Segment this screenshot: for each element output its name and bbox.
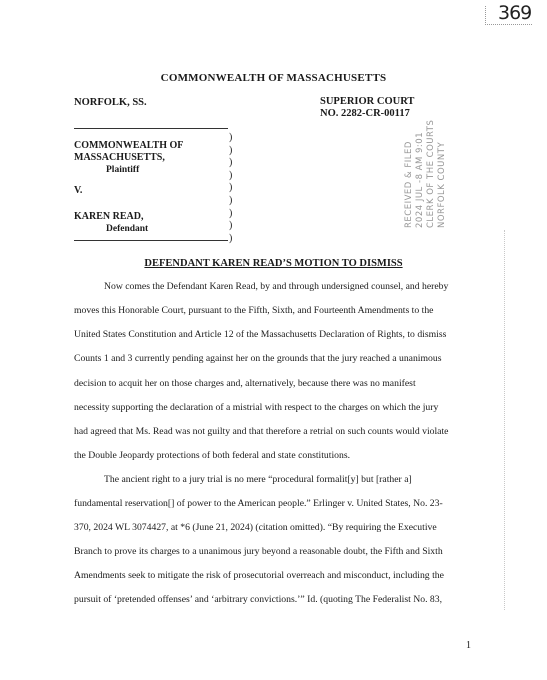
body-line: Amendments seek to mitigate the risk of prosecutorial overreach and misconduct, including the	[74, 570, 444, 581]
body-line: The ancient right to a jury trial is no mere “procedural formalit[y] but [rather a]	[104, 474, 412, 485]
body-line: pursuit of ‘pretended offenses’ and ‘arbitrary convictions.’” Id. (quoting The Federalist No. 83,	[74, 594, 443, 605]
stamp-line-1: RECEIVED & FILED	[404, 141, 414, 228]
stamp-line-2: 2024 JUL -8 AM 9:01	[415, 131, 425, 228]
plaintiff-role: Plaintiff	[106, 165, 140, 175]
motion-title: DEFENDANT KAREN READ’S MOTION TO DISMISS	[144, 258, 403, 269]
body-line: fundamental reservation[] of power to the American people.” Erlinger v. United States, No. 23-	[74, 498, 443, 509]
defendant-name: KAREN READ,	[74, 211, 144, 222]
defendant-role: Defendant	[106, 224, 149, 234]
court-name: SUPERIOR COURT	[320, 96, 415, 107]
body-line: Counts 1 and 3 currently pending against her on the grounds that the jury reached a unanimous	[74, 353, 442, 364]
body-line: Now comes the Defendant Karen Read, by and through undersigned counsel, and hereby	[104, 281, 449, 292]
filing-stamp	[404, 88, 504, 228]
body-line: the Double Jeopardy protections of both federal and state constitutions.	[74, 450, 351, 461]
caption-parentheses: ) ) ) ) ) ) ) ) )	[229, 132, 233, 244]
body-line: decision to acquit her on those charges and, alternatively, because there was no manifest	[74, 378, 416, 389]
plaintiff-block	[74, 140, 183, 176]
case-number: NO. 2282-CR-00117	[320, 108, 410, 119]
scan-margin-mark	[474, 230, 505, 610]
body-line: necessity supporting the declaration of a mistrial with respect to the charges on which the jury	[74, 402, 439, 413]
county-label: NORFOLK, SS.	[74, 97, 147, 108]
page-number: 1	[466, 640, 471, 651]
stamp-line-4: NORFOLK COUNTY	[437, 141, 447, 228]
versus-label: V.	[74, 185, 83, 196]
stamp-line-3: CLERK OF THE COURTS	[426, 119, 436, 228]
defendant-block	[74, 211, 148, 235]
body-line: moves this Honorable Court, pursuant to the Fifth, Sixth, and Fourteenth Amendments to the	[74, 305, 434, 316]
body-line: had agreed that Ms. Read was not guilty and that therefore a retrial on such counts would violate	[74, 426, 449, 437]
body-line: 370, 2024 WL 3074427, at *6 (June 21, 2024) (citation omitted). “By requiring the Executive	[74, 522, 437, 533]
court-title: COMMONWEALTH OF MASSACHUSETTS	[160, 72, 387, 84]
body-line: United States Constitution and Article 12 of the Massachusetts Declaration of Rights, to dismiss	[74, 329, 447, 340]
court-info	[320, 96, 414, 120]
plaintiff-name-line-1: COMMONWEALTH OF	[74, 140, 184, 151]
plaintiff-name-line-2: MASSACHUSETTS,	[74, 152, 165, 163]
body-line: Branch to prove its charges to a unanimous jury beyond a reasonable doubt, the Fifth and Sixth	[74, 546, 443, 557]
caption-bottom-rule	[74, 240, 228, 241]
handwritten-docket-number: 369	[498, 2, 532, 24]
caption-top-rule	[74, 128, 228, 129]
